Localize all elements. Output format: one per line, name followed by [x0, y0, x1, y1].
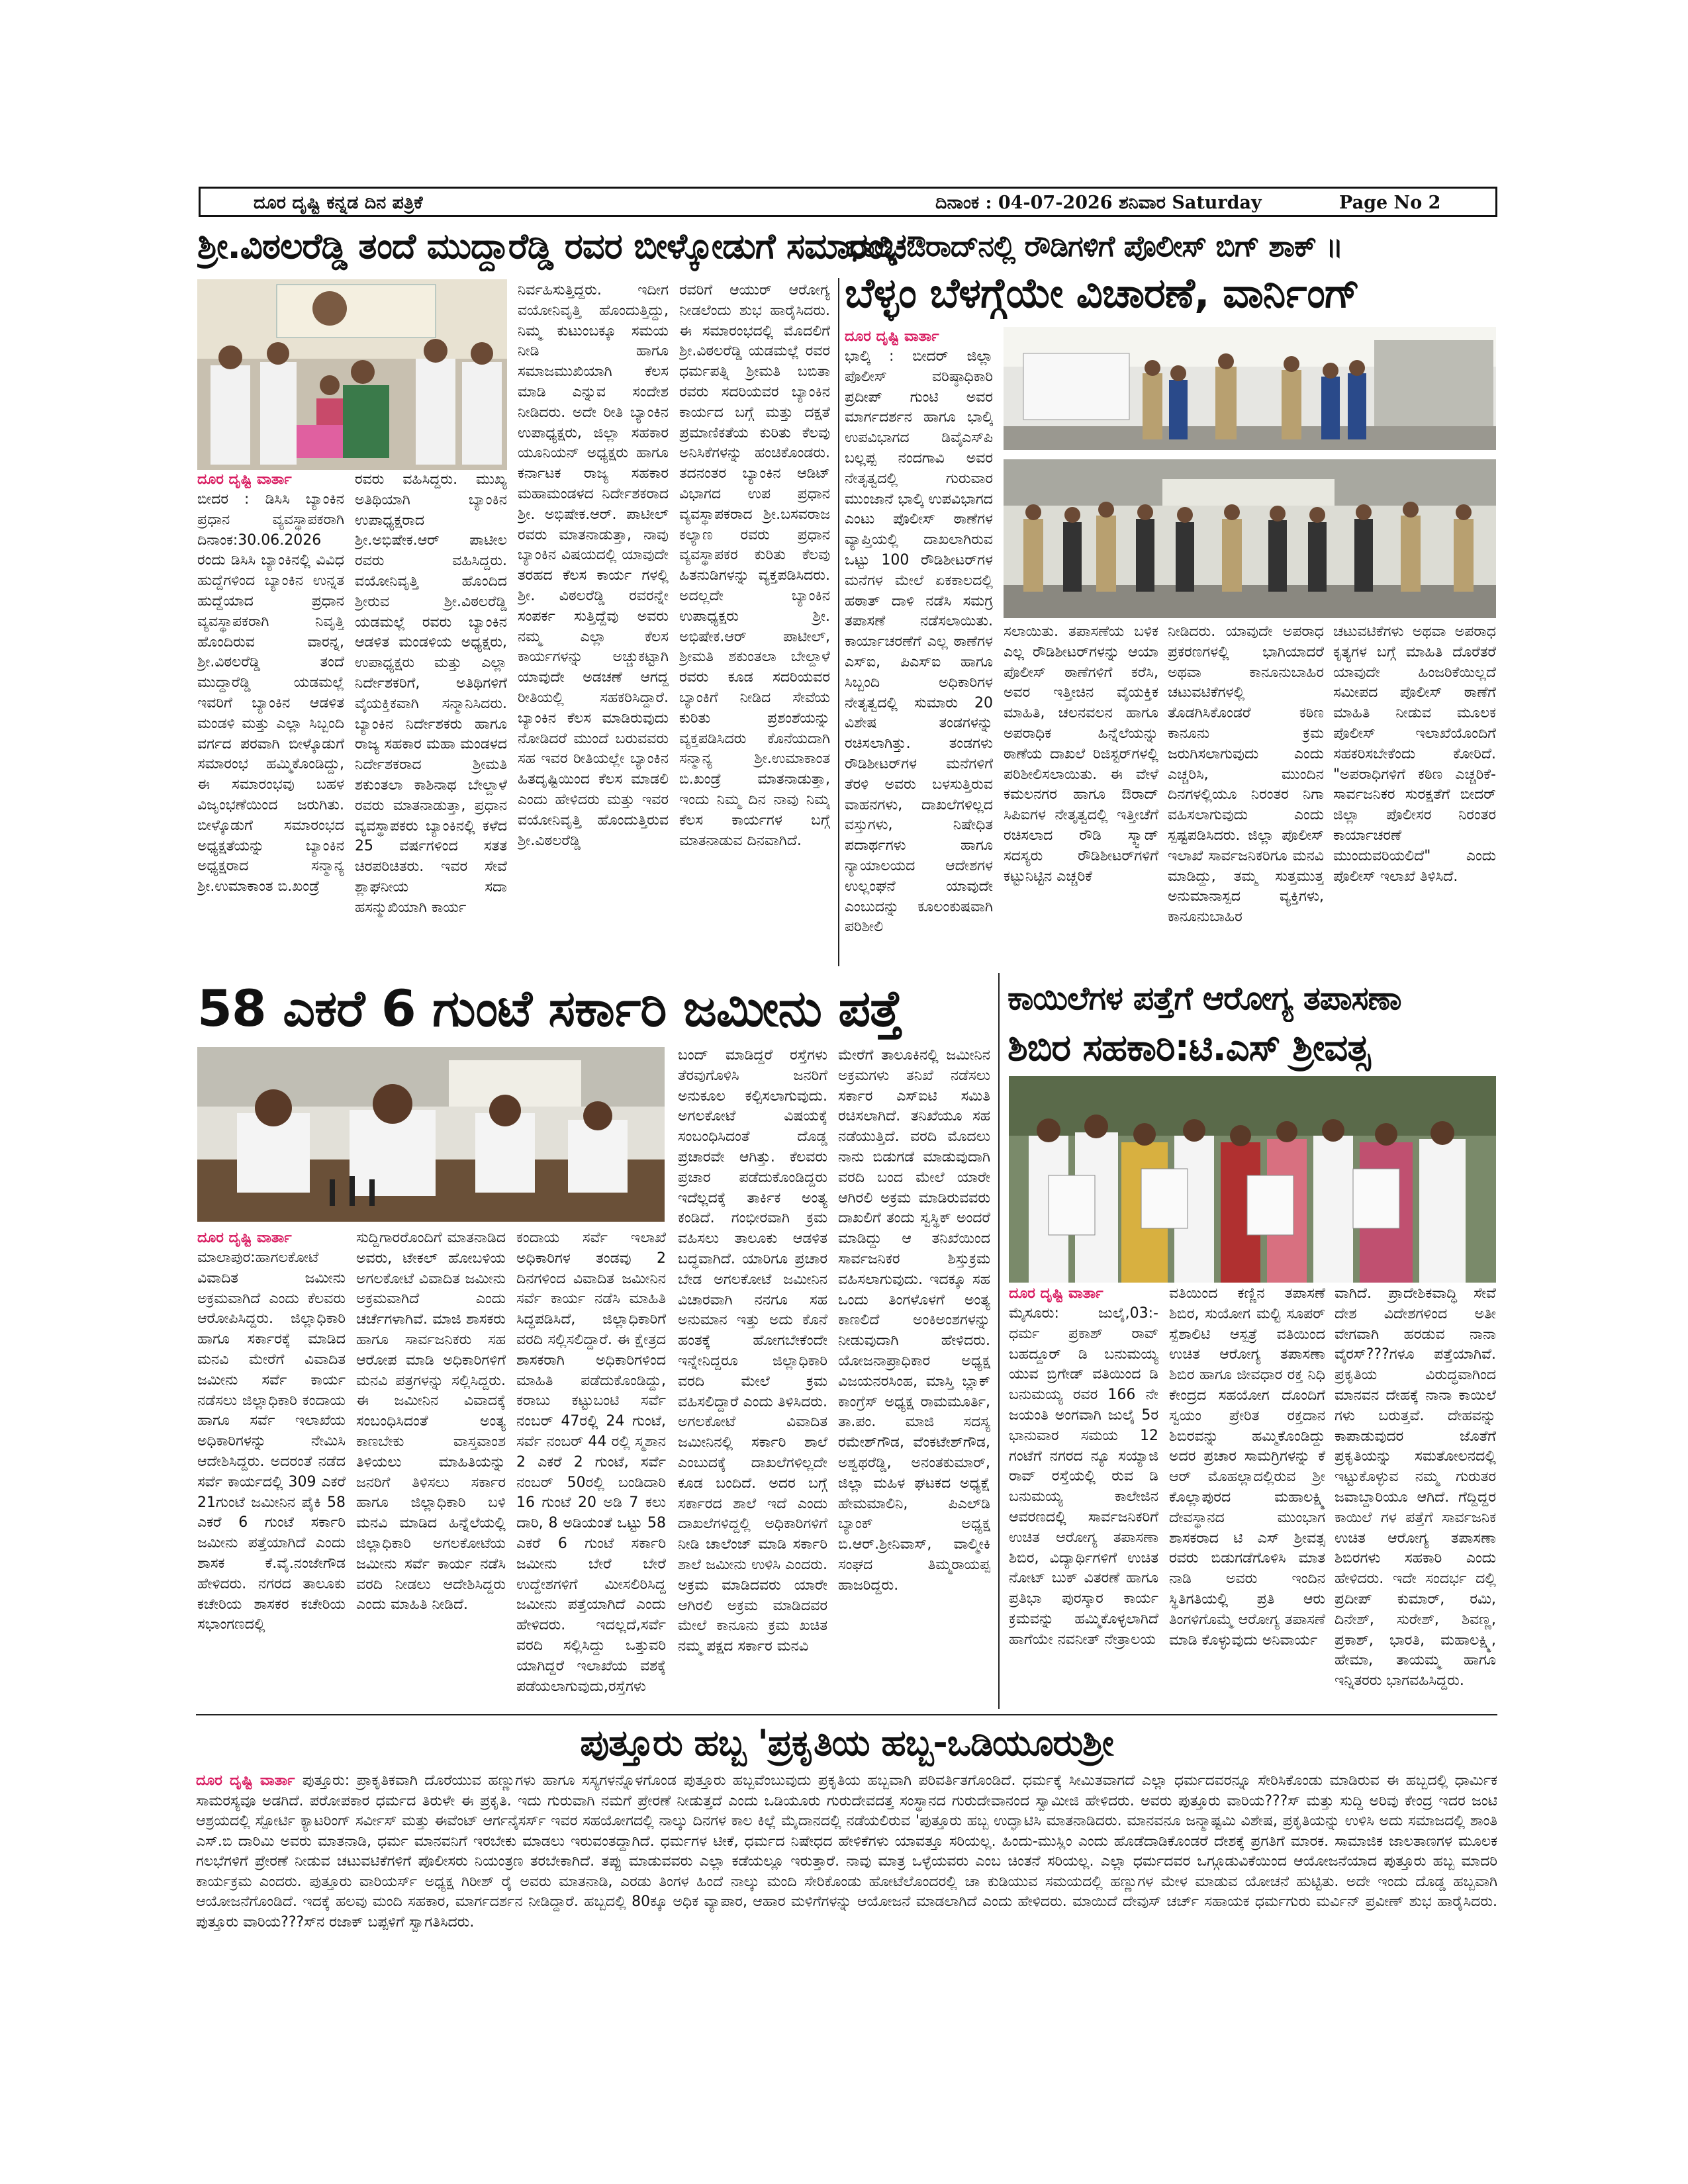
story1-col3	[518, 281, 669, 968]
story4-col2	[1169, 1284, 1325, 1709]
story2-col2	[1004, 622, 1158, 966]
story2-photo-bottom	[1004, 459, 1496, 618]
story1-col4-text: ರವರಿಗೆ ಆಯುರ್ ಆರೋಗ್ಯ ನೀಡಲೆಂದು ಶುಭ ಹಾರೈಸಿದರು. ಈ ಸಮಾರಂಭದಲ್ಲಿ ಮೊದಲಿಗೆ ಶ್ರೀ.ವಿಠಲರೆಡ್ಡಿ ಯಡಮಲ್ಲೆ ರವರ ಧರ್ಮಪತ್ನಿ ಶ್ರೀಮತಿ ಬಬಿತಾ ರವರು ಸದರಿಯವರ ಬ್ಯಾಂಕಿನ ಕಾರ್ಯದ ಬಗ್ಗೆ ಮತ್ತು ದಕ್ಷತೆ ಪ್ರಮಾಣಿಕತೆಯ ಕುರಿತು ಕೆಲವು ಅನಿಸಿಕೆಗಳನ್ನು ಹಂಚಿಕೊಂಡರು. ತದನಂತರ ಬ್ಯಾಂಕಿನ ಆಡಿಟ್ ವಿಭಾಗದ ಉಪ ಪ್ರಧಾನ ವ್ಯವಸ್ಥಾಪಕರಾದ ಶ್ರೀ.ಬಸವರಾಜ ಕಲ್ಯಾಣ ರವರು ಪ್ರಧಾನ ವ್ಯವಸ್ಥಾಪಕರ ಕುರಿತು ಕೆಲವು ಹಿತನುಡಿಗಳನ್ನು ವ್ಯಕ್ತಪಡಿಸಿದರು. ಅದಲ್ಲದೇ ಬ್ಯಾಂಕಿನ ಉಪಾಧ್ಯಕ್ಷರು ಶ್ರೀ. ಅಭಿಷೇಕ.ಆರ್ ಪಾಟೀಲ್, ಶ್ರೀಮತಿ ಶಕುಂತಲಾ ಬೇಲ್ದಾಳೆ ರವರು ಕೂಡ ಸದರಿಯವರ ಬ್ಯಾಂಕಿಗೆ ನೀಡಿದ ಸೇವೆಯ ಕುರಿತು ಪ್ರಶಂಶೆಯನ್ನು ವ್ಯಕ್ತಪಡಿಸಿದರು ಕೊನೆಯದಾಗಿ ಸನ್ಮಾನ್ಯ ಶ್ರೀ.ಉಮಾಕಾಂತ ಬಿ.ಖಂಡ್ರೆ ಮಾತನಾಡುತ್ತಾ, ಇಂದು ನಿಮ್ಮ ದಿನ ನಾವು ನಿಮ್ಮ ಕೆಲಸ ಕಾರ್ಯಗಳ ಬಗ್ಗೆ ಮಾತನಾಡುವ ದಿನವಾಗಿದೆ.	[679, 282, 830, 849]
story4-col1-text: ಮೈಸೂರು: ಜುಲೈ,03:- ಧರ್ಮ ಪ್ರಕಾಶ್ ರಾವ್ ಬಹದ್ದೂರ್ ಡಿ ಬನುಮಯ್ಯ ಯುವ ಬ್ರಿಗೇಡ್ ವತಿಯಿಂದ ಡಿ ಬನುಮಯ್ಯ ರವರ 166 ನೇ ಜಯಂತಿ ಅಂಗವಾಗಿ ಜುಲೈ 5ರ ಭಾನುವಾರ ಸಮಯ 12 ಗಂಟೆಗೆ ನಗರದ ನ್ಯೂ ಸಯ್ಯಾಜಿ ರಾವ್ ರಸ್ತೆಯಲ್ಲಿ ರುವ ಡಿ ಬನುಮಯ್ಯ ಕಾಲೇಜಿನ ಆವರಣದಲ್ಲಿ ಸಾರ್ವಜನಿಕರಿಗೆ ಉಚಿತ ಆರೋಗ್ಯ ತಪಾಸಣಾ ಶಿಬಿರ, ವಿದ್ಯಾರ್ಥಿಗಳಿಗೆ ಉಚಿತ ನೋಟ್ ಬುಕ್ ವಿತರಣೆ ಹಾಗೂ ಪ್ರತಿಭಾ ಪುರಸ್ಕಾರ ಕಾರ್ಯ ಕ್ರಮವನ್ನು ಹಮ್ಮಿಕೊಳ್ಳಲಾಗಿದೆ ಹಾಗೆಯೇ ನವನೀತ್ ನೇತ್ರಾಲಯ	[1009, 1305, 1158, 1648]
story2-credit: ದೂರ ದೃಷ್ಟಿ ವಾರ್ತಾ	[845, 328, 939, 345]
story5-body-text: ಪುತ್ತೂರು: ಪ್ರಾಕೃತಿಕವಾಗಿ ದೊರೆಯುವ ಹಣ್ಣುಗಳು ಹಾಗೂ ಸಸ್ಯಗಳನ್ನೊಳಗೊಂಡ ಪುತ್ತೂರು ಹಬ್ಬವೆಂಬುವುದು ಪ್ರಕೃತಿಯ ಹಬ್ಬವಾಗಿ ಪರಿವರ್ತಿತಗೊಂಡಿದೆ. ಧರ್ಮಕ್ಕೆ ಸೀಮಿತವಾಗದೆ ಎಲ್ಲಾ ಧರ್ಮದವರನ್ನೂ ಸೇರಿಸಿಕೊಂಡು ಮಾಡಿರುವ ಈ ಹಬ್ಬದಲ್ಲಿ ಧಾರ್ಮಿಕ ಸಾಮರಸ್ಯವೂ ಅಡಗಿದೆ. ಪರೋಪಕಾರ ಧರ್ಮದ ತಿರುಳೇ ಈ ಪ್ರಕೃತಿ. ಇದು ಗುರುವಾಗಿ ನಮಗೆ ಪ್ರೇರಣೆ ನೀಡುತ್ತದೆ ಎಂದು ಒಡಿಯೂರು ಗುರುದೇವದತ್ತ ಸಂಸ್ಥಾನದ ಗುರುದೇವಾನಂದ ಸ್ವಾಮೀಜಿ ಹೇಳಿದರು. ಅವರು ಪುತ್ತೂರು ವಾರಿಯ???ಸ್ ಮತ್ತು ಸುದ್ದಿ ಅರಿವು ಕೇಂದ್ರ ಇದರ ಜಂಟಿ ಆಶ್ರಯದಲ್ಲಿ ಸ್ಪೋರ್ಟಿ ಕ್ಯಾಟರಿಂಗ್ ಸರ್ವೀಸ್ ಮತ್ತು ಈವೆಂಟ್ ಆರ್ಗನೈಸರ್ಸ್ ಇವರ ಸಹಯೋಗದಲ್ಲಿ ನಾಲ್ಕು ದಿನಗಳ ಕಾಲ ಕಿಲ್ಲೆ ಮೈದಾನದಲ್ಲಿ ನಡೆಯಲಿರುವ 'ಪುತ್ತೂರು ಹಬ್ಬ ಉದ್ಘಾಟಿಸಿ ಮಾತನಾಡಿದರು. ಮಾನವನೂ ಜನ್ಮಾಷ್ಟಮಿ ವಿಶೇಷ, ಪ್ರಕೃತಿಯನ್ನು ಉಳಿಸಿ ಅದು ಸಮಾಜದಲ್ಲಿ ಶಾಂತಿ ಎಸ್.ಬಿ ದಾರಿಮಿ ಅವರು ಮಾತನಾಡಿ, ಧರ್ಮ ಮಾನವನಿಗೆ ಇರಬೇಕು ಮಾಡಲು ಇರುವಂತದ್ದಾಗಿದೆ. ಧರ್ಮಗಳ ಟೀಕೆ, ಧರ್ಮದ ನಿಷೇಧದ ಹೇಳಿಕೆಗಳು ಯಾವತ್ತೂ ಸರಿಯಲ್ಲ. ಹಿಂದು-ಮುಸ್ಲಿಂ ಎಂದು ಹೊಡೆದಾಡಿಕೊಂಡರೆ ದೇಶಕ್ಕೆ ಪ್ರಗತಿಗೆ ಮಾರಕ. ಸಾಮಾಜಿಕ ಜಾಲತಾಣಗಳ ಮೂಲಕ ಗಲಭೆಗಳಿಗೆ ಪ್ರೇರಣೆ ನೀಡುವ ಚಟುವಟಿಕೆಗಳಿಗೆ ಪೊಲೀಸರು ನಿಯಂತ್ರಣ ತರಬೇಕಾಗಿದೆ. ತಪ್ಪು ಮಾಡುವವರು ಎಲ್ಲಾ ಕಡೆಯಲ್ಲೂ ಇರುತ್ತಾರೆ. ನಾವು ಮಾತ್ರ ಒಳ್ಳೆಯವರು ಎಂಬ ಚಿಂತನೆ ಸರಿಯಲ್ಲ. ಎಲ್ಲಾ ಧರ್ಮದವರ ಒಗ್ಗೂಡುವಿಕೆಯಿಂದ ಆಯೋಜನೆಯಾದ ಪುತ್ತೂರು ಹಬ್ಬ ಮಾದರಿ ಕಾರ್ಯಕ್ರಮ ಎಂದರು. ಪುತ್ತೂರು ವಾರಿಯರ್ಸ್ ಅಧ್ಯಕ್ಷ ಗಿರೀಶ್ ರೈ ಅವರು ಮಾತನಾಡಿ, ಎರಡು ತಿಂಗಳ ಹಿಂದೆ ನಾಲ್ಕು ಮಂದಿ ಸೇರಿಕೊಂಡು ಹೋಟೆಲೊಂದರಲ್ಲಿ ಚಾ ಕುಡಿಯುವ ಸಮಯದಲ್ಲಿ ಹಣ್ಣುಗಳ ಮೇಳ ಮಾಡುವ ಯೋಚನೆ ಹುಟ್ಟಿತು. ಅದೇ ಇಂದು ದೊಡ್ಡ ಹಬ್ಬವಾಗಿ ಆಯೋಜನೆಗೊಂಡಿದೆ. ಇದಕ್ಕೆ ಹಲವು ಮಂದಿ ಸಹಕಾರ, ಮಾರ್ಗದರ್ಶನ ನೀಡಿದ್ದಾರೆ. ಹಬ್ಬದಲ್ಲಿ 80ಕ್ಕೂ ಅಧಿಕ ವ್ಯಾಪಾರ, ಆಹಾರ ಮಳಿಗೆಗಳನ್ನು ಆಯೋಜನೆ ಮಾಡಲಾಗಿದೆ ಎಂದು ಹೇಳಿದರು. ಮಾಯಿದೆ ದೇವುಸ್ ಚರ್ಚ್ ಸಹಾಯಕ ಧರ್ಮಗುರು ಮರ್ವಿನ್ ಪ್ರವೀಣ್ ಶುಭ ಹಾರೈಸಿದರು. ಪುತ್ತೂರು ವಾರಿಯ???ಸ್‌ನ ರಜಾಕ್ ಬಪ್ಪಳಿಗೆ ಸ್ವಾಗತಿಸಿದರು.	[196, 1772, 1497, 1931]
story2-photo-top	[1004, 327, 1496, 450]
story5-credit: ದೂರ ದೃಷ್ಟಿ ವಾರ್ತಾ	[196, 1772, 303, 1789]
story2-col3	[1168, 622, 1324, 966]
story4-col2-text: ವತಿಯಿಂದ ಕಣ್ಣಿನ ತಪಾಸಣೆ ಶಿಬಿರ, ಸುಯೋಗ ಮಲ್ಟಿ ಸೂಪರ್ ಸ್ಪೆಶಾಲಿಟಿ ಆಸ್ಪತ್ರೆ ವತಿಯಿಂದ ಉಚಿತ ಆರೋಗ್ಯ ತಪಾಸಣಾ ಶಿಬಿರ ಹಾಗೂ ಜೀವಧಾರ ರಕ್ತ ನಿಧಿ ಕೇಂದ್ರದ ಸಹಯೋಗ ದೊಂದಿಗೆ ಸ್ವಯಂ ಪ್ರೇರಿತ ರಕ್ತದಾನ ಶಿಬಿರವನ್ನು ಹಮ್ಮಿಕೊಂಡಿದ್ದು ಅದರ ಪ್ರಚಾರ ಸಾಮಗ್ರಿಗಳನ್ನು ಕೆ ಆರ್ ಮೊಹಲ್ಲಾದಲ್ಲಿರುವ ಶ್ರೀ ಕೊಲ್ಲಾಪುರದ ಮಹಾಲಕ್ಷ್ಮಿ ದೇವಸ್ಥಾನದ ಮುಂಭಾಗ ಶಾಸಕರಾದ ಟಿ ಎಸ್ ಶ್ರೀವತ್ಸ ರವರು ಬಿಡುಗಡೆಗೊಳಿಸಿ ಮಾತ ನಾಡಿ ಅವರು ಇಂದಿನ ಸ್ಥಿತಿಗತಿಯಲ್ಲಿ ಪ್ರತಿ ಆರು ತಿಂಗಳಿಗೊಮ್ಮೆ ಆರೋಗ್ಯ ತಪಾಸಣೆ ಮಾಡಿ ಕೊಳ್ಳುವುದು ಅನಿವಾರ್ಯ	[1169, 1285, 1325, 1649]
story4-credit: ದೂರ ದೃಷ್ಟಿ ವಾರ್ತಾ	[1009, 1285, 1103, 1302]
story3-photo	[197, 1047, 665, 1222]
column-divider	[998, 973, 1000, 1709]
story3-credit: ದೂರ ದೃಷ್ಟಿ ವಾರ್ತಾ	[197, 1230, 292, 1246]
story3-col4	[678, 1046, 827, 1709]
story3-col5-text: ಮೇರೆಗೆ ತಾಲೂಕಿನಲ್ಲಿ ಜಮೀನಿನ ಅಕ್ರಮಗಳು ತನಿಖೆ ನಡೆಸಲು ಸರ್ಕಾರ ಎಸ್‌ಐಟಿ ಸಮಿತಿ ರಚಿಸಲಾಗಿದೆ. ತನಿಖೆಯೂ ಸಹ ನಡೆಯುತ್ತಿದೆ. ವರದಿ ಮೊದಲು ನಾನು ಬಿಡುಗಡೆ ಮಾಡುವುದಾಗಿ ವರದಿ ಬಂದ ಮೇಲೆ ಯಾರೇ ಆಗಿರಲಿ ಅಕ್ರಮ ಮಾಡಿರುವವರು ದಾಖಲಿಗೆ ತಂದು ಸ್ವಸ್ಥಿಕ್ ಅಂದರೆ ಮಾಡಿದ್ದು ಆ ತನಿಖೆಯಿಂದ ಸಾರ್ವಜನಿಕರ ಶಿಸ್ತುಕ್ರಮ ವಹಿಸಲಾಗುವುದು. ಇದಕ್ಕೂ ಸಹ ಒಂದು ತಿಂಗಳೊಳಗೆ ಅಂತ್ಯ ಕಾಣಲಿದೆ ಅಂಕಿಅಂಶಗಳನ್ನು ನೀಡುವುದಾಗಿ ಹೇಳಿದರು. ಯೋಜನಾಪ್ರಾಧಿಕಾರ ಅಧ್ಯಕ್ಷ ವಿಜಯನರಸಿಂಹ, ಮಾಸ್ತಿ ಬ್ಲಾಕ್ ಕಾಂಗ್ರೆಸ್ ಅಧ್ಯಕ್ಷ ರಾಮಮೂರ್ತಿ, ತಾ.ಪಂ. ಮಾಜಿ ಸದಸ್ಯ ರಮೇಶ್‌ಗೌಡ, ವೆಂಕಟೇಶ್‌ಗೌಡ, ಅಶ್ವಥರೆಡ್ಡಿ, ಅನಂತಕುಮಾರ್, ಜಿಲ್ಲಾ ಮಹಿಳ ಘಟಕದ ಅಧ್ಯಕ್ಷೆ ಹೇಮಮಾಲಿನಿ, ಪಿಎಲ್‌ಡಿ ಬ್ಯಾಂಕ್ ಅಧ್ಯಕ್ಷ ಬಿ.ಆರ್.ಶ್ರೀನಿವಾಸ್, ವಾಲ್ಮೀಕಿ ಸಂಘದ ತಿಮ್ಮರಾಯಪ್ಪ ಹಾಜರಿದ್ದರು.	[838, 1047, 990, 1594]
story2-col1	[845, 347, 993, 966]
story2-subheadline: ಬೆಳ್ಳಂ ಬೆಳಗ್ಗೆಯೇ ವಿಚಾರಣೆ, ವಾರ್ನಿಂಗ್	[845, 269, 1360, 317]
story4-col1	[1009, 1304, 1158, 1709]
story1-col1-text: ಬೀದರ : ಡಿಸಿಸಿ ಬ್ಯಾಂಕಿನ ಪ್ರಧಾನ ವ್ಯವಸ್ಥಾಪಕರಾಗಿ ದಿನಾಂಕ:30.06.2026 ರಂದು ಡಿಸಿಸಿ ಬ್ಯಾಂಕಿನಲ್ಲಿ ವಿವಿಧ ಹುದ್ದೆಗಳಿಂದ ಬ್ಯಾಂಕಿನ ಉನ್ನತ ಹುದ್ದೆಯಾದ ಪ್ರಧಾನ ವ್ಯವಸ್ಥಾಪಕರಾಗಿ ನಿವೃತ್ತಿ ಹೊಂದಿರುವ ವಾರನ್ನ, ಶ್ರೀ.ವಿಠಲರೆಡ್ಡಿ ತಂದೆ ಮುದ್ದಾರೆಡ್ಡಿ ಯಡಮಲ್ಲೆ ಇವರಿಗೆ ಬ್ಯಾಂಕಿನ ಆಡಳಿತ ಮಂಡಳಿ ಮತ್ತು ಎಲ್ಲಾ ಸಿಬ್ಬಂದಿ ವರ್ಗದ ಪರವಾಗಿ ಬೀಳ್ಕೊಡುಗೆ ಸಮಾರಂಭ ಹಮ್ಮಿಕೊಂಡಿದ್ದು, ಈ ಸಮಾರಂಭವು ಬಹಳ ವಿಜೃಂಭಣೆಯಿಂದ ಜರುಗಿತು. ಬೀಳ್ಕೊಡುಗೆ ಸಮಾರಂಭದ ಅಧ್ಯಕ್ಷತೆಯನ್ನು ಬ್ಯಾಂಕಿನ ಅಧ್ಯಕ್ಷರಾದ ಸನ್ಮಾನ್ಯ ಶ್ರೀ.ಉಮಾಕಾಂತ ಬಿ.ಖಂಡ್ರೆ	[197, 491, 344, 895]
story2-col3-text: ನೀಡಿದರು. ಯಾವುದೇ ಅಪರಾಧ ಪ್ರಕರಣಗಳಲ್ಲಿ ಭಾಗಿಯಾದರೆ ಅಥವಾ ಕಾನೂನುಬಾಹಿರ ಚಟುವಟಿಕೆಗಳಲ್ಲಿ ತೊಡಗಿಸಿಕೊಂಡರೆ ಕಠಿಣ ಕಾನೂನು ಕ್ರಮ ಜರುಗಿಸಲಾಗುವುದು ಎಂದು ಎಚ್ಚರಿಸಿ, ಮುಂದಿನ ದಿನಗಳಲ್ಲಿಯೂ ನಿರಂತರ ನಿಗಾ ವಹಿಸಲಾಗುವುದು ಎಂದು ಸ್ಪಷ್ಟಪಡಿಸಿದರು. ಜಿಲ್ಲಾ ಪೊಲೀಸ್ ಇಲಾಖೆ ಸಾರ್ವಜನಿಕರಿಗೂ ಮನವಿ ಮಾಡಿದ್ದು, ತಮ್ಮ ಸುತ್ತಮುತ್ತ ಅನುಮಾನಾಸ್ಪದ ವ್ಯಕ್ತಿಗಳು, ಕಾನೂನುಬಾಹಿರ	[1168, 623, 1324, 926]
story3-col2	[356, 1228, 506, 1709]
story3-headline: 58 ಎಕರೆ 6 ಗುಂಟೆ ಸರ್ಕಾರಿ ಜಮೀನು ಪತ್ತೆ	[197, 979, 902, 1038]
story1-col4	[679, 281, 830, 968]
story5-body	[196, 1771, 1497, 1935]
story2-headline: ಭಾಲ್ಕಿ-ಔರಾದ್‌ನಲ್ಲಿ ರೌಡಿಗಳಿಗೆ ಪೊಲೀಸ್ ಬಿಗ್ ಶಾಕ್ ॥	[845, 230, 1343, 263]
story5-headline: ಪುತ್ತೂರು ಹಬ್ಬ 'ಪ್ರಕೃತಿಯ ಹಬ್ಬ-ಒಡಿಯೂರುಶ್ರೀ	[580, 1722, 1113, 1764]
story3-col1	[197, 1248, 346, 1709]
page-number: Page No 2	[1339, 193, 1441, 213]
story3-col3	[516, 1228, 666, 1709]
column-divider	[838, 278, 839, 966]
story3-col1-text: ಮಾಲಾಪುರ:ಹಾಗಲಕೋಟೆ ವಿವಾದಿತ ಜಮೀನು ಅಕ್ರಮವಾಗಿದೆ ಎಂದು ಕೆಲವರು ಆರೋಪಿಸಿದ್ದರು. ಜಿಲ್ಲಾಧಿಕಾರಿ ಹಾಗೂ ಸರ್ಕಾರಕ್ಕೆ ಮಾಡಿದ ಮನವಿ ಮೇರೆಗೆ ವಿವಾದಿತ ಜಮೀನು ಸರ್ವೆ ಕಾರ್ಯ ನಡೆಸಲು ಜಿಲ್ಲಾಧಿಕಾರಿ ಕಂದಾಯ ಹಾಗೂ ಸರ್ವೆ ಇಲಾಖೆಯ ಅಧಿಕಾರಿಗಳನ್ನು ನೇಮಿಸಿ ಆದೇಶಿಸಿದ್ದರು. ಅದರಂತೆ ನಡೆದ ಸರ್ವೆ ಕಾರ್ಯದಲ್ಲಿ 309 ಎಕರೆ 21ಗುಂಟೆ ಜಮೀನಿನ ಪೈಕಿ 58 ಎಕರೆ 6 ಗುಂಟೆ ಸರ್ಕಾರಿ ಜಮೀನು ಪತ್ತೆಯಾಗಿದೆ ಎಂದು ಶಾಸಕ ಕೆ.ವೈ.ನಂಜೇಗೌಡ ಹೇಳಿದರು. ನಗರದ ತಾಲೂಕು ಕಚೇರಿಯ ಶಾಸಕರ ಕಚೇರಿಯ ಸಭಾಂಗಣದಲ್ಲಿ	[197, 1250, 346, 1633]
story3-col2-text: ಸುದ್ದಿಗಾರರೊಂದಿಗೆ ಮಾತನಾಡಿದ ಅವರು, ಟೇಕಲ್ ಹೋಬಳಿಯ ಅಗಲಕೋಟೆ ವಿವಾದಿತ ಜಮೀನು ಅಕ್ರಮವಾಗಿದೆ ಎಂದು ಚರ್ಚೆಗಳಾಗಿವೆ. ಮಾಜಿ ಶಾಸಕರು ಹಾಗೂ ಸಾರ್ವಜನಿಕರು ಸಹ ಆರೋಪ ಮಾಡಿ ಅಧಿಕಾರಿಗಳಿಗೆ ಮನವಿ ಪತ್ರಗಳನ್ನು ಸಲ್ಲಿಸಿದ್ದರು. ಈ ಜಮೀನಿನ ವಿವಾದಕ್ಕೆ ಸಂಬಂಧಿಸಿದಂತೆ ಅಂತ್ಯ ಕಾಣಬೇಕು ವಾಸ್ತವಾಂಶ ತಿಳಿಯಲು ಮಾಹಿತಿಯನ್ನು ಜನರಿಗೆ ತಿಳಿಸಲು ಸರ್ಕಾರ ಹಾಗೂ ಜಿಲ್ಲಾಧಿಕಾರಿ ಬಳಿ ಮನವಿ ಮಾಡಿದ ಹಿನ್ನೆಲೆಯಲ್ಲಿ ಜಿಲ್ಲಾಧಿಕಾರಿ ಅಗಲಕೋಟೆಯ ಜಮೀನು ಸರ್ವೆ ಕಾರ್ಯ ನಡೆಸಿ ವರದಿ ನೀಡಲು ಆದೇಶಿಸಿದ್ದರು ಎಂದು ಮಾಹಿತಿ ನೀಡಿದೆ.	[356, 1230, 506, 1614]
story2-col4-text: ಚಟುವಟಿಕೆಗಳು ಅಥವಾ ಅಪರಾಧ ಕೃತ್ಯಗಳ ಬಗ್ಗೆ ಮಾಹಿತಿ ದೊರೆತರೆ ಯಾವುದೇ ಹಿಂಜರಿಕೆಯಿಲ್ಲದೆ ಸಮೀಪದ ಪೊಲೀಸ್ ಠಾಣೆಗೆ ಮಾಹಿತಿ ನೀಡುವ ಮೂಲಕ ಪೊಲೀಸ್ ಇಲಾಖೆಯೊಂದಿಗೆ ಸಹಕರಿಸಬೇಕೆಂದು ಕೋರಿದೆ. "ಅಪರಾಧಿಗಳಿಗೆ ಕಠಿಣ ಎಚ್ಚರಿಕೆ-ಸಾರ್ವಜನಿಕರ ಸುರಕ್ಷತೆಗೆ ಬೀದರ್ ಜಿಲ್ಲಾ ಪೊಲೀಸರ ನಿರಂತರ ಕಾರ್ಯಾಚರಣೆ ಮುಂದುವರಿಯಲಿದೆ" ಎಂದು ಪೊಲೀಸ್ ಇಲಾಖೆ ತಿಳಿಸಿದೆ.	[1333, 623, 1496, 885]
story3-col3-text: ಕಂದಾಯ ಸರ್ವೆ ಇಲಾಖೆ ಅಧಿಕಾರಿಗಳ ತಂಡವು 2 ದಿನಗಳಿಂದ ವಿವಾದಿತ ಜಮೀನಿನ ಸರ್ವೆ ಕಾರ್ಯ ನಡೆಸಿ ಮಾಹಿತಿ ಸಿದ್ಧಪಡಿಸಿದೆ, ಜಿಲ್ಲಾಧಿಕಾರಿಗೆ ವರದಿ ಸಲ್ಲಿಸಲಿದ್ದಾರೆ. ಈ ಕ್ಷೇತ್ರದ ಶಾಸಕರಾಗಿ ಅಧಿಕಾರಿಗಳಿಂದ ಮಾಹಿತಿ ಪಡೆದುಕೊಂಡಿದ್ದು, ಕರಾಬು ಕಟ್ಟುಬಂಟಿ ಸರ್ವೆ ನಂಬರ್ 47ರಲ್ಲಿ 24 ಗುಂಟೆ, ಸರ್ವೆ ನಂಬರ್ 44 ರಲ್ಲಿ ಸ್ಮಶಾನ 2 ಎಕರೆ 2 ಗುಂಟೆ, ಸರ್ವೆ ನಂಬರ್ 50ರಲ್ಲಿ ಬಂಡಿದಾರಿ 16 ಗುಂಟೆ 20 ಅಡಿ 7 ಕಲು ದಾರಿ, 8 ಅಡಿಯಂತೆ ಒಟ್ಟು 58 ಎಕರೆ 6 ಗುಂಟೆ ಸರ್ಕಾರಿ ಜಮೀನು ಬೇರೆ ಬೇರೆ ಉದ್ದೇಶಗಳಿಗೆ ಮೀಸಲಿರಿಸಿದ್ದ ಜಮೀನು ಪತ್ತೆಯಾಗಿದೆ ಎಂದು ಹೇಳಿದರು. ಇದಲ್ಲದೆ,ಸರ್ವೆ ವರದಿ ಸಲ್ಲಿಸಿದ್ದು ಒತ್ತುವರಿ ಯಾಗಿದ್ದರೆ ಇಲಾಖೆಯ ವಶಕ್ಕೆ ಪಡೆಯಲಾಗುವುದು,ರಸ್ತೆಗಳು	[516, 1230, 666, 1695]
paper-name: ದೂರ ದೃಷ್ಟಿ ಕನ್ನಡ ದಿನ ಪತ್ರಿಕೆ	[254, 193, 423, 213]
story1-col2	[355, 470, 507, 968]
story2-col2-text: ಸಲಾಯಿತು. ತಪಾಸಣೆಯ ಬಳಿಕ ಎಲ್ಲ ರೌಡಿಶೀಟರ್‌ಗಳನ್ನು ಆಯಾ ಪೊಲೀಸ್ ಠಾಣೆಗಳಿಗೆ ಕರೆಸಿ, ಅವರ ಇತ್ತೀಚಿನ ವೈಯಕ್ತಿಕ ಮಾಹಿತಿ, ಚಲನವಲನ ಹಾಗೂ ಅಪರಾಧಿಕ ಹಿನ್ನೆಲೆಯನ್ನು ಠಾಣೆಯ ದಾಖಲೆ ರಿಜಿಸ್ಟರ್‌ಗಳಲ್ಲಿ ಪರಿಶೀಲಿಸಲಾಯಿತು. ಈ ವೇಳೆ ಕಮಲನಗರ ಹಾಗೂ ಔರಾದ್ ಸಿಪಿಐಗಳ ನೇತೃತ್ವದಲ್ಲಿ ಇತ್ತೀಚೆಗೆ ರಚಿಸಲಾದ ರೌಡಿ ಸ್ಕ್ವಾಡ್ ಸದಸ್ಯರು ರೌಡಿಶೀಟರ್‌ಗಳಿಗೆ ಕಟ್ಟುನಿಟ್ಟಿನ ಎಚ್ಚರಿಕೆ	[1004, 623, 1158, 885]
story1-col3-text: ನಿರ್ವಹಿಸುತ್ತಿದ್ದರು. ಇದೀಗ ವಯೋನಿವೃತ್ತಿ ಹೊಂದುತ್ತಿದ್ದು, ನಿಮ್ಮ ಕುಟುಂಬಕ್ಕೂ ಸಮಯ ನೀಡಿ ಹಾಗೂ ಸಮಾಜಮುಖಿಯಾಗಿ ಕೆಲಸ ಮಾಡಿ ಎನ್ನುವ ಸಂದೇಶ ನೀಡಿದರು. ಅದೇ ರೀತಿ ಬ್ಯಾಂಕಿನ ಉಪಾಧ್ಯಕ್ಷರು, ಜಿಲ್ಲಾ ಸಹಕಾರ ಯೂನಿಯನ್ ಅಧ್ಯಕ್ಷರು ಹಾಗೂ ಕರ್ನಾಟಕ ರಾಜ್ಯ ಸಹಕಾರ ಮಹಾಮಂಡಳದ ನಿರ್ದೇಶಕರಾದ ಶ್ರೀ. ಅಭಿಷೇಕ.ಆರ್. ಪಾಟೀಲ್ ರವರು ಮಾತನಾಡುತ್ತಾ, ನಾವು ಬ್ಯಾಂಕಿನ ವಿಷಯದಲ್ಲಿ ಯಾವುದೇ ತರಹದ ಕೆಲಸ ಕಾರ್ಯ ಗಳಲ್ಲಿ ಶ್ರೀ. ವಿಠಲರೆಡ್ಡಿ ರವರನ್ನೇ ಸಂಪರ್ಕ ಸುತ್ತಿದ್ದೆವು ಅವರು ನಮ್ಮ ಎಲ್ಲಾ ಕೆಲಸ ಕಾರ್ಯಗಳನ್ನು ಅಚ್ಚುಕಟ್ಟಾಗಿ ಯಾವುದೇ ಅಡಚಣೆ ಆಗದ್ದ ರೀತಿಯಲ್ಲಿ ಸಹಕರಿಸಿದ್ದಾರೆ. ಬ್ಯಾಂಕಿನ ಕೆಲಸ ಮಾಡಿರುವುದು ನೋಡಿದರೆ ಮುಂದೆ ಬರುವವರು ಸಹ ಇವರ ರೀತಿಯಲ್ಲೇ ಬ್ಯಾಂಕಿನ ಹಿತದೃಷ್ಟಿಯಿಂದ ಕೆಲಸ ಮಾಡಲಿ ಎಂದು ಹೇಳಿದರು ಮತ್ತು ಇವರ ವಯೋನಿವೃತ್ತಿ ಹೊಂದುತ್ತಿರುವ ಶ್ರೀ.ವಿಠಲರೆಡ್ಡಿ	[518, 282, 669, 849]
story1-col1	[197, 490, 344, 968]
story3-col5	[838, 1046, 990, 1709]
story2-col4	[1333, 622, 1496, 966]
story1-headline: ಶ್ರೀ.ವಿಠಲರೆಡ್ಡಿ ತಂದೆ ಮುದ್ದಾರೆಡ್ಡಿ ರವರ ಬೀಳ್ಕೋಡುಗೆ ಸಮಾರಂಭ	[197, 226, 906, 267]
date-line: ದಿನಾಂಕ : 04-07-2026 ಶನಿವಾರ Saturday	[935, 193, 1262, 213]
story2-col1-text: ಭಾಲ್ಕಿ : ಬೀದರ್ ಜಿಲ್ಲಾ ಪೊಲೀಸ್ ವರಿಷ್ಠಾಧಿಕಾರಿ ಪ್ರದೀಪ್ ಗುಂಟಿ ಅವರ ಮಾರ್ಗದರ್ಶನ ಹಾಗೂ ಭಾಲ್ಕಿ ಉಪವಿಭಾಗದ ಡಿವೈಎಸ್‌ಪಿ ಬಲ್ಲಪ್ಪ ನಂದಗಾವಿ ಅವರ ನೇತೃತ್ವದಲ್ಲಿ ಗುರುವಾರ ಮುಂಜಾನೆ ಭಾಲ್ಕಿ ಉಪವಿಭಾಗದ ಎಂಟು ಪೊಲೀಸ್ ಠಾಣೆಗಳ ವ್ಯಾಪ್ತಿಯಲ್ಲಿ ದಾಖಲಾಗಿರುವ ಒಟ್ಟು 100 ರೌಡಿಶೀಟರ್‌ಗಳ ಮನೆಗಳ ಮೇಲೆ ಏಕಕಾಲದಲ್ಲಿ ಹಠಾತ್ ದಾಳಿ ನಡೆಸಿ ಸಮಗ್ರ ತಪಾಸಣೆ ನಡೆಸಲಾಯಿತು. ಕಾರ್ಯಾಚರಣೆಗೆ ಎಲ್ಲ ಠಾಣೆಗಳ ಎಸ್‌ಐ, ಪಿಎಸ್‌ಐ ಹಾಗೂ ಸಿಬ್ಬಂದಿ ಅಧಿಕಾರಿಗಳ ನೇತೃತ್ವದಲ್ಲಿ ಸುಮಾರು 20 ವಿಶೇಷ ತಂಡಗಳನ್ನು ರಚಿಸಲಾಗಿತ್ತು. ತಂಡಗಳು ರೌಡಿಶೀಟರ್‌ಗಳ ಮನೆಗಳಿಗೆ ತೆರಳಿ ಅವರು ಬಳಸುತ್ತಿರುವ ವಾಹನಗಳು, ದಾಖಲೆಗಳಿಲ್ಲದ ವಸ್ತುಗಳು, ನಿಷೇಧಿತ ಪದಾರ್ಥಗಳು ಹಾಗೂ ನ್ಯಾಯಾಲಯದ ಆದೇಶಗಳ ಉಲ್ಲಂಘನೆ ಯಾವುದೇ ಎಂಬುದನ್ನು ಕೂಲಂಕುಷವಾಗಿ ಪರಿಶೀಲಿ	[845, 348, 993, 936]
story4-subheadline: ಶಿಬಿರ ಸಹಕಾರಿ:ಟಿ.ಎಸ್ ಶ್ರೀವತ್ಸ	[1008, 1026, 1370, 1069]
page-header	[199, 187, 1497, 217]
story1-photo	[197, 279, 507, 470]
story4-col3-text: ವಾಗಿದೆ. ಪ್ರಾದೇಶಿಕವಾದ್ಧಿ ಸೇವೆ ದೇಶ ವಿದೇಶಗಳಿಂದ ಅತೀ ವೇಗವಾಗಿ ಹರಡುವ ನಾನಾ ವೈರಸ್???ಗಳೂ ಪತ್ತೆಯಾಗಿವೆ. ಪ್ರಕೃತಿಯ ವಿರುದ್ಧವಾಗಿಂದ ಮಾನವನ ದೇಹಕ್ಕೆ ನಾನಾ ಕಾಯಿಲೆ ಗಳು ಬರುತ್ತವೆ. ದೇಹವನ್ನು ಕಾಪಾಡುವುದರ ಜೊತೆಗೆ ಪ್ರಕೃತಿಯನ್ನು ಸಮತೋಲನದಲ್ಲಿ ಇಟ್ಟುಕೊಳ್ಳುವ ನಮ್ಮ ಗುರುತರ ಜವಾಬ್ದಾರಿಯೂ ಆಗಿದೆ. ಗೆದ್ದಿದ್ದರ ಕಾಯಿಲೆ ಗಳ ಪತ್ತೆಗೆ ಸಾರ್ವಜನಿಕ ಉಚಿತ ಆರೋಗ್ಯ ತಪಾಸಣಾ ಶಿಬಿರಗಳು ಸಹಕಾರಿ ಎಂದು ಹೇಳಿದರು. ಇದೇ ಸಂದರ್ಭ ದಲ್ಲಿ ಪ್ರದೀಪ್ ಕುಮಾರ್, ರಮಿ, ದಿನೇಶ್, ಸುರೇಶ್, ಶಿವಣ್ಣ, ಪ್ರಕಾಶ್, ಭಾರತಿ, ಮಹಾಲಕ್ಷ್ಮಿ, ಹೇಮಾ, ತಾಯಮ್ಮ ಹಾಗೂ ಇನ್ನಿತರರು ಭಾಗವಹಿಸಿದ್ದರು.	[1335, 1285, 1496, 1690]
section-divider	[196, 1714, 1497, 1715]
story1-col2-text: ರವರು ವಹಿಸಿದ್ದರು. ಮುಖ್ಯ ಅತಿಥಿಯಾಗಿ ಬ್ಯಾಂಕಿನ ಉಪಾಧ್ಯಕ್ಷರಾದ ಶ್ರೀ.ಅಭಿಷೇಕ.ಆರ್ ಪಾಟೀಲ ರವರು ವಹಿಸಿದ್ದರು. ವಯೋನಿವೃತ್ತಿ ಹೊಂದಿದ ಶ್ರೀರುವ ಶ್ರೀ.ವಿಠಲರೆಡ್ಡಿ ಯಡಮಲ್ಲೆ ರವರು ಬ್ಯಾಂಕಿನ ಆಡಳಿತ ಮಂಡಳಿಯ ಅಧ್ಯಕ್ಷರು, ಉಪಾಧ್ಯಕ್ಷರು ಮತ್ತು ಎಲ್ಲಾ ನಿರ್ದೇಶಕರಿಗೆ, ಅತಿಥಿಗಳಿಗೆ ವೈಯಕ್ತಿಕವಾಗಿ ಸನ್ಮಾನಿಸಿದರು. ಬ್ಯಾಂಕಿನ ನಿರ್ದೇಶಕರು ಹಾಗೂ ರಾಜ್ಯ ಸಹಕಾರ ಮಹಾ ಮಂಡಳದ ನಿರ್ದೇಶಕರಾದ ಶ್ರೀಮತಿ ಶಕುಂತಲಾ ಕಾಶಿನಾಥ ಬೇಲ್ದಾಳೆ ರವರು ಮಾತನಾಡುತ್ತಾ, ಪ್ರಧಾನ ವ್ಯವಸ್ಥಾಪಕರು ಬ್ಯಾಂಕಿನಲ್ಲಿ ಕಳೆದ 25 ವರ್ಷಗಳಿಂದ ಸತತ ಚಿರಪರಿಚಿತರು. ಇವರ ಸೇವೆ ಶ್ಲಾಘನೀಯ ಸದಾ ಹಸನ್ಮುಖಿಯಾಗಿ ಕಾರ್ಯ	[355, 471, 507, 916]
story4-photo	[1009, 1076, 1496, 1283]
story4-headline: ಕಾಯಿಲೆಗಳ ಪತ್ತೆಗೆ ಆರೋಗ್ಯ ತಪಾಸಣಾ	[1008, 979, 1401, 1017]
story3-col4-text: ಬಂದ್ ಮಾಡಿದ್ದರೆ ರಸ್ತೆಗಳು ತೆರವುಗೊಳಿಸಿ ಜನರಿಗೆ ಅನುಕೂಲ ಕಲ್ಪಿಸಲಾಗುವುದು. ಅಗಲಕೋಟೆ ವಿಷಯಕ್ಕೆ ಸಂಬಂಧಿಸಿದಂತೆ ದೊಡ್ಡ ಪ್ರಚಾರವೇ ಆಗಿತ್ತು. ಕೆಲವರು ಪ್ರಚಾರ ಪಡೆದುಕೊಂಡಿದ್ದರು ಇದೆಲ್ಲದಕ್ಕೆ ತಾರ್ಕಿಕ ಅಂತ್ಯ ಕಂಡಿದೆ. ಗಂಭೀರವಾಗಿ ಕ್ರಮ ವಹಿಸಲು ತಾಲೂಕು ಆಡಳಿತ ಬದ್ಧವಾಗಿದೆ. ಯಾರಿಗೂ ಪ್ರಚಾರ ಬೇಡ ಅಗಲಕೋಟೆ ಜಮೀನಿನ ವಿಚಾರವಾಗಿ ನನಗೂ ಸಹ ಅನುಮಾನ ಇತ್ತು ಅದು ಕೊನೆ ಹಂತಕ್ಕೆ ಹೋಗಬೇಕೆಂದೇ ಇನ್ನೇನಿದ್ದರೂ ಜಿಲ್ಲಾಧಿಕಾರಿ ವರದಿ ಮೇಲೆ ಕ್ರಮ ವಹಿಸಲಿದ್ದಾರೆ ಎಂದು ತಿಳಿಸಿದರು. ಅಗಲಕೋಟೆ ವಿವಾದಿತ ಜಮೀನಿನಲ್ಲಿ ಸರ್ಕಾರಿ ಶಾಲೆ ಎಂಬುದಕ್ಕೆ ದಾಖಲೆಗಳಿಲ್ಲದೇ ಕೂಡ ಬಂದಿದೆ. ಅದರ ಬಗ್ಗೆ ಸರ್ಕಾರದ ಶಾಲೆ ಇದೆ ಎಂದು ದಾಖಲೆಗಳಿದ್ದಲ್ಲಿ ಅಧಿಕಾರಿಗಳಿಗೆ ನೀಡಿ ಚಾಲೆಂಜ್ ಮಾಡಿ ಸರ್ಕಾರಿ ಶಾಲೆ ಜಮೀನು ಉಳಿಸಿ ಎಂದರು. ಅಕ್ರಮ ಮಾಡಿದವರು ಯಾರೇ ಆಗಿರಲಿ ಅಕ್ರಮ ಮಾಡಿದವರ ಮೇಲೆ ಕಾನೂನು ಕ್ರಮ ಖಚಿತ ನಮ್ಮ ಪಕ್ಷದ ಸರ್ಕಾರ ಮನವಿ	[678, 1047, 827, 1655]
story4-col3	[1335, 1284, 1496, 1709]
story1-credit: ದೂರ ದೃಷ್ಟಿ ವಾರ್ತಾ	[197, 471, 292, 488]
